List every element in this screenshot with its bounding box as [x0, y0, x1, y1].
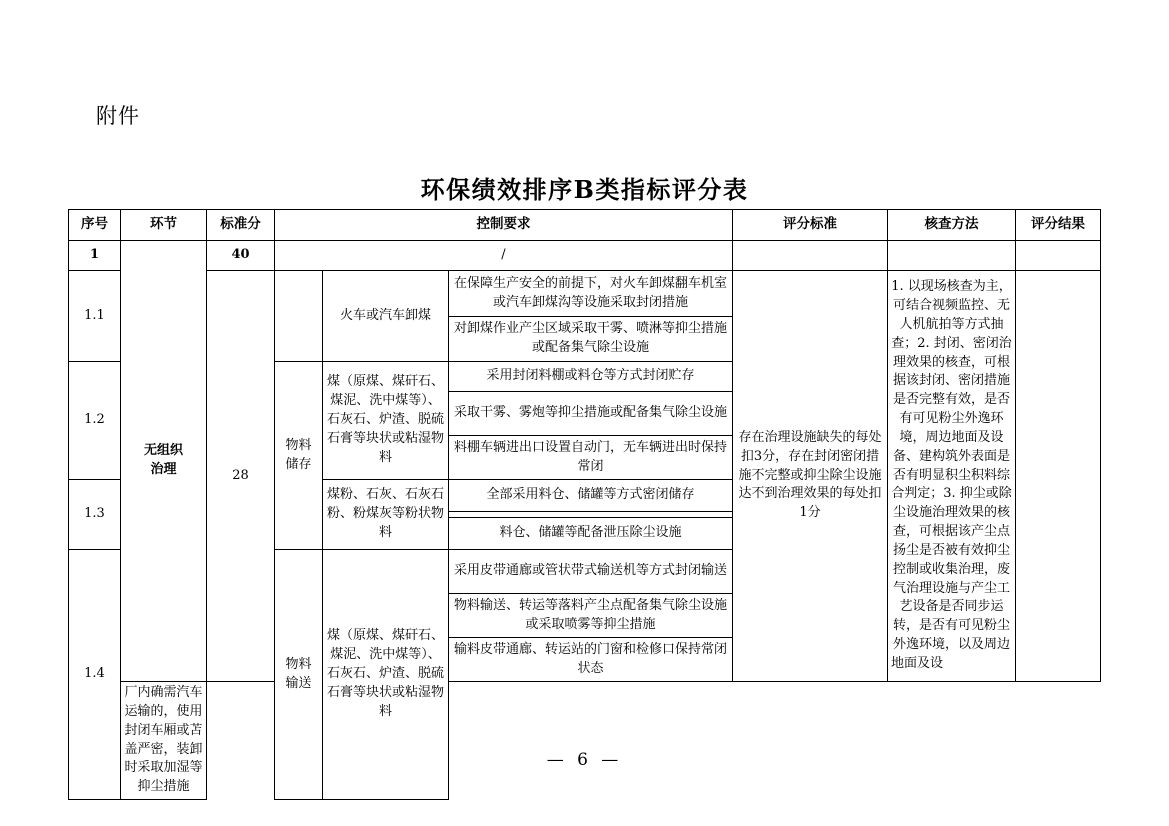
table-row — [69, 682, 1101, 800]
cell-index-1-3: 1.3 — [69, 480, 121, 550]
header-control-requirement: 控制要求 — [275, 210, 733, 241]
header-stage: 环节 — [121, 210, 207, 241]
cell-requirement: 对卸煤作业产尘区域采取干雾、喷淋等抑尘措施或配备集气除尘设施 — [449, 317, 733, 362]
attachment-label: 附件 — [96, 104, 140, 128]
cell-stage-group-1-1 — [275, 271, 323, 362]
cell-scoring-criteria-empty — [733, 241, 888, 271]
cell-index-1-1: 1.1 — [69, 271, 121, 362]
stage-group-line-1: 物料 — [285, 656, 312, 672]
cell-verification-method: 1. 以现场核查为主，可结合视频监控、无人机航拍等方式抽查；2. 封闭、密闭治理效果的核查，可根据该封闭、密闭措施是否完整有效，是否有可见粉尘外逸环境，周边地面及设备、建构筑外表面是否有明显积尘积料综合判定；3. 抑尘或除尘设施治理效果的核查，可根据该产尘点扬尘是否被有效抑尘控制或收集治理，废气治理设施与产尘工艺设备是否同步运转，是否有可见粉尘外逸环境，以及周边地面及设 — [888, 271, 1016, 682]
cell-index-1-4: 1.4 — [69, 550, 121, 800]
cell-standard-score-28: 28 — [207, 271, 275, 682]
cell-requirement: 厂内确需汽车运输的，使用封闭车厢或苫盖严密，装卸时采取加湿等抑尘措施 — [121, 682, 207, 800]
table-row-summary — [69, 241, 1101, 271]
cell-material-category-1-4: 煤（原煤、煤矸石、煤泥、洗中煤等）、石灰石、炉渣、脱硫石膏等块状或粘湿物料 — [323, 550, 449, 800]
cell-requirement: 采用封闭料棚或料仓等方式封闭贮存 — [449, 362, 733, 392]
cell-requirement: 输料皮带通廊、转运站的门窗和检修口保持常闭状态 — [449, 638, 733, 682]
header-standard-score: 标准分 — [207, 210, 275, 241]
cell-scoring-result — [1016, 271, 1101, 682]
cell-requirement: 在保障生产安全的前提下，对火车卸煤翻车机室或汽车卸煤沟等设施采取封闭措施 — [449, 271, 733, 317]
cell-control-requirement-slash: / — [275, 241, 733, 271]
header-verification-method: 核查方法 — [888, 210, 1016, 241]
cell-requirement: 料仓、储罐等配备泄压除尘设施 — [449, 518, 733, 550]
cell-scoring-result-empty — [1016, 241, 1101, 271]
cell-stage-group-storage — [275, 362, 323, 550]
cell-verification-method-empty — [888, 241, 1016, 271]
cell-requirement: 全部采用料仓、储罐等方式密闭储存 — [449, 480, 733, 512]
table-row — [69, 271, 1101, 317]
header-scoring-criteria: 评分标准 — [733, 210, 888, 241]
cell-scoring-criteria: 存在治理设施缺失的每处扣3分，存在封闭密闭措施不完整或抑尘除尘设施达不到治理效果的每处扣1分 — [733, 271, 888, 682]
stage-group-line-2: 输送 — [285, 675, 312, 691]
cell-requirement: 物料输送、转运等落料产尘点配备集气除尘设施或采取喷雾等抑尘措施 — [449, 594, 733, 638]
cell-requirement: 采用皮带通廊或管状带式输送机等方式封闭输送 — [449, 550, 733, 594]
cell-material-category-1-1: 火车或汽车卸煤 — [323, 271, 449, 362]
cell-material-category-1-3: 煤粉、石灰、石灰石粉、粉煤灰等粉状物料 — [323, 480, 449, 550]
stage-group-line-1: 物料 — [285, 437, 312, 453]
stage-name-line-2: 治理 — [150, 462, 177, 477]
cell-material-category-1-2: 煤（原煤、煤矸石、煤泥、洗中煤等）、石灰石、炉渣、脱硫石膏等块状或粘湿物料 — [323, 362, 449, 480]
page-number: — 6 — — [546, 750, 623, 770]
cell-index-1-2: 1.2 — [69, 362, 121, 480]
cell-stage-name — [121, 241, 207, 682]
stage-group-line-2: 储存 — [285, 456, 312, 472]
cell-requirement: 料棚车辆进出口设置自动门，无车辆进出时保持常闭 — [449, 436, 733, 480]
cell-requirement: 采取干雾、雾炮等抑尘措施或配备集气除尘设施 — [449, 392, 733, 436]
table-header-row — [69, 210, 1101, 241]
header-scoring-result: 评分结果 — [1016, 210, 1101, 241]
cell-standard-score-total: 40 — [207, 241, 275, 271]
page-title: 环保绩效排序B类指标评分表 — [420, 175, 749, 204]
cell-index: 1 — [69, 241, 121, 271]
header-index: 序号 — [69, 210, 121, 241]
stage-name-line-1: 无组织 — [143, 443, 183, 459]
scoring-table — [68, 209, 1101, 800]
